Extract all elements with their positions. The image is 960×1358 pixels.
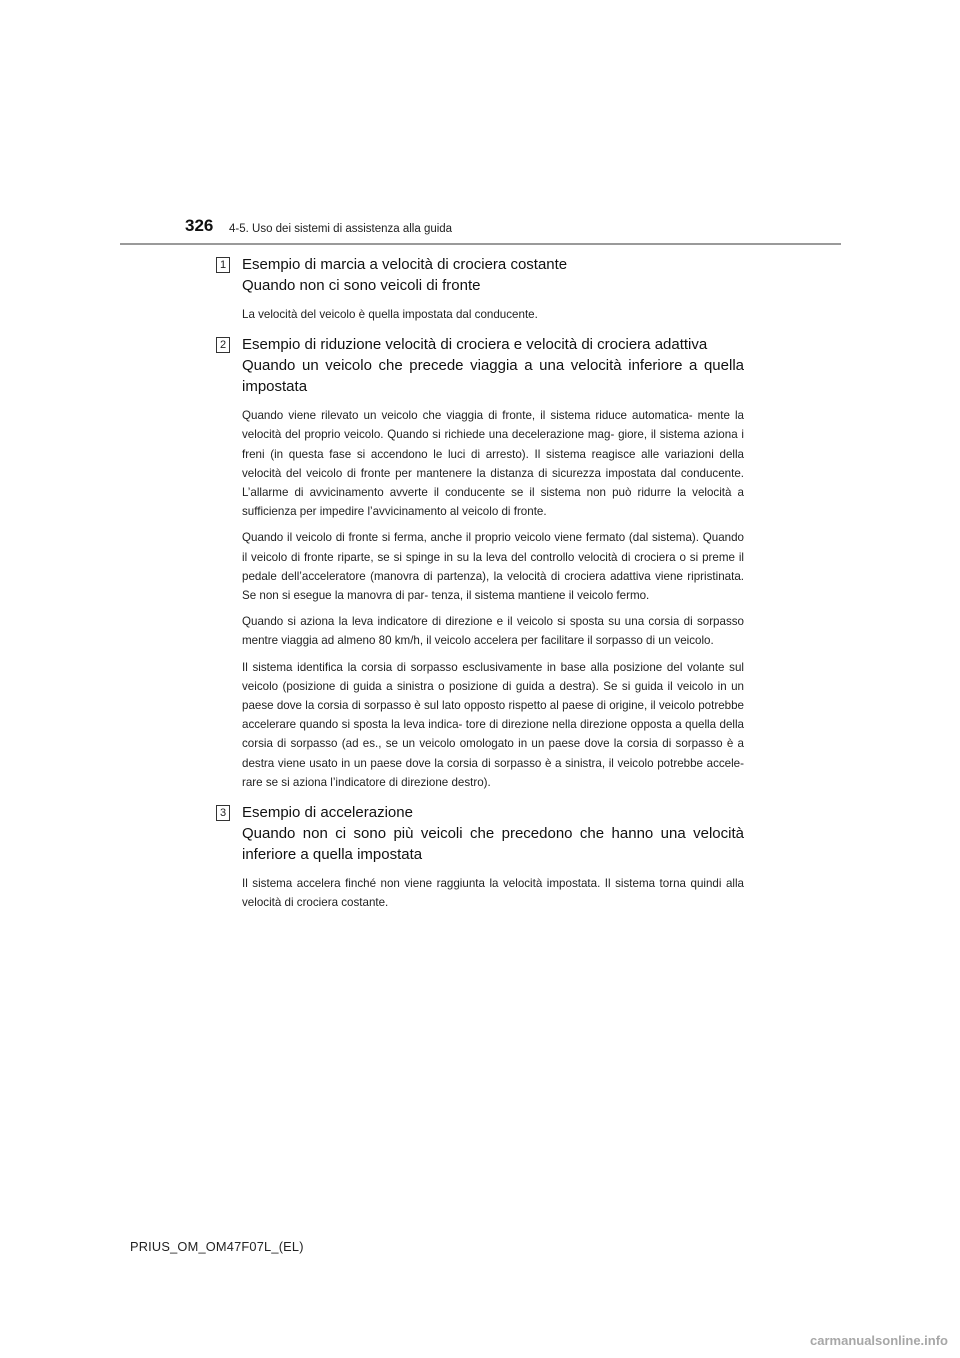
item-heading: Esempio di accelerazione xyxy=(242,804,413,822)
item-heading: Esempio di riduzione velocità di crociera e velocità di crociera adattiva xyxy=(242,336,708,354)
list-item-1 xyxy=(216,254,744,324)
item-subheading: Quando non ci sono più veicoli che precedono che hanno una velocità inferiore a quella impostata xyxy=(242,825,744,864)
item-number-badge: 2 xyxy=(216,337,230,353)
list-item-3 xyxy=(216,802,744,912)
item-number-badge: 3 xyxy=(216,805,230,821)
item-subheading: Quando non ci sono veicoli di fronte xyxy=(242,277,481,294)
item-paragraph: Quando si aziona la leva indicatore di direzione e il veicolo si sposta su una corsia di sorpasso mentre viaggia ad almeno 80 km/h, il veicolo accelera per facilitare il sorpasso di un veicolo. xyxy=(242,615,744,648)
item-paragraph: Il sistema accelera finché non viene raggiunta la velocità impostata. Il sistema torna quindi alla velocità di crociera costante. xyxy=(242,877,744,910)
item-paragraph: Il sistema identifica la corsia di sorpasso esclusivamente in base alla posizione del volante sul veicolo (posizione di guida a sinistra o posizione di guida a destra). Se si guida il veicolo in un paese dove la corsia di sorpasso è sul lato opposto rispetto al paese di origine, il veicolo potrebbe accelerare quando si sposta la leva indica- tore di direzione nella direzione opposta a quella della corsia di sorpasso (ad es., se un veicolo omologato in un paese dove la corsia di sorpasso è a destra viene usato in un paese dove la corsia di sorpasso è a sinistra, il veicolo potrebbe accele- rare se si aziona l’indicatore di direzione destro). xyxy=(242,660,744,789)
page-number: 326 xyxy=(185,216,214,235)
item-paragraph: Quando viene rilevato un veicolo che viaggia di fronte, il sistema riduce automatica- mente la velocità del proprio veicolo. Quando si richiede una decelerazione mag- giore, il sistema aziona i freni (in questa fase si accendono le luci di arresto). Il sistema reagisce alle variazioni della velocità del veicolo di fronte per mantenere la distanza di sicurezza impostata dal conducente. L’allarme di avvicinamento avverte il conducente se il sistema non può ridurre la velocità a sufficienza per impedire l’avvicinamento al veicolo di fronte. xyxy=(242,409,744,519)
list-item-2 xyxy=(216,334,744,792)
item-subheading: Quando un veicolo che precede viaggia a una velocità inferiore a quella impostata xyxy=(242,357,744,396)
section-title: 4-5. Uso dei sistemi di assistenza alla guida xyxy=(229,223,453,235)
header-rule xyxy=(120,243,841,245)
item-paragraph: Quando il veicolo di fronte si ferma, anche il proprio veicolo viene fermato (dal sistema). Quando il veicolo di fronte riparte, se si spinge in su la leva del controllo velocità di crociera o si preme il pedale dell’acceleratore (manovra di partenza), la velocità di crociera adattiva viene ripristinata. Se non si esegue la manovra di par- tenza, il sistema mantiene il veicolo fermo. xyxy=(242,531,744,603)
item-number-badge: 1 xyxy=(216,257,230,273)
item-heading: Esempio di marcia a velocità di crociera costante xyxy=(242,256,568,273)
item-paragraph: La velocità del veicolo è quella impostata dal conducente. xyxy=(242,308,538,321)
document-code: PRIUS_OM_OM47F07L_(EL) xyxy=(130,1239,304,1254)
watermark-text: carmanualsonline.info xyxy=(810,1333,948,1348)
page-content xyxy=(216,254,744,918)
